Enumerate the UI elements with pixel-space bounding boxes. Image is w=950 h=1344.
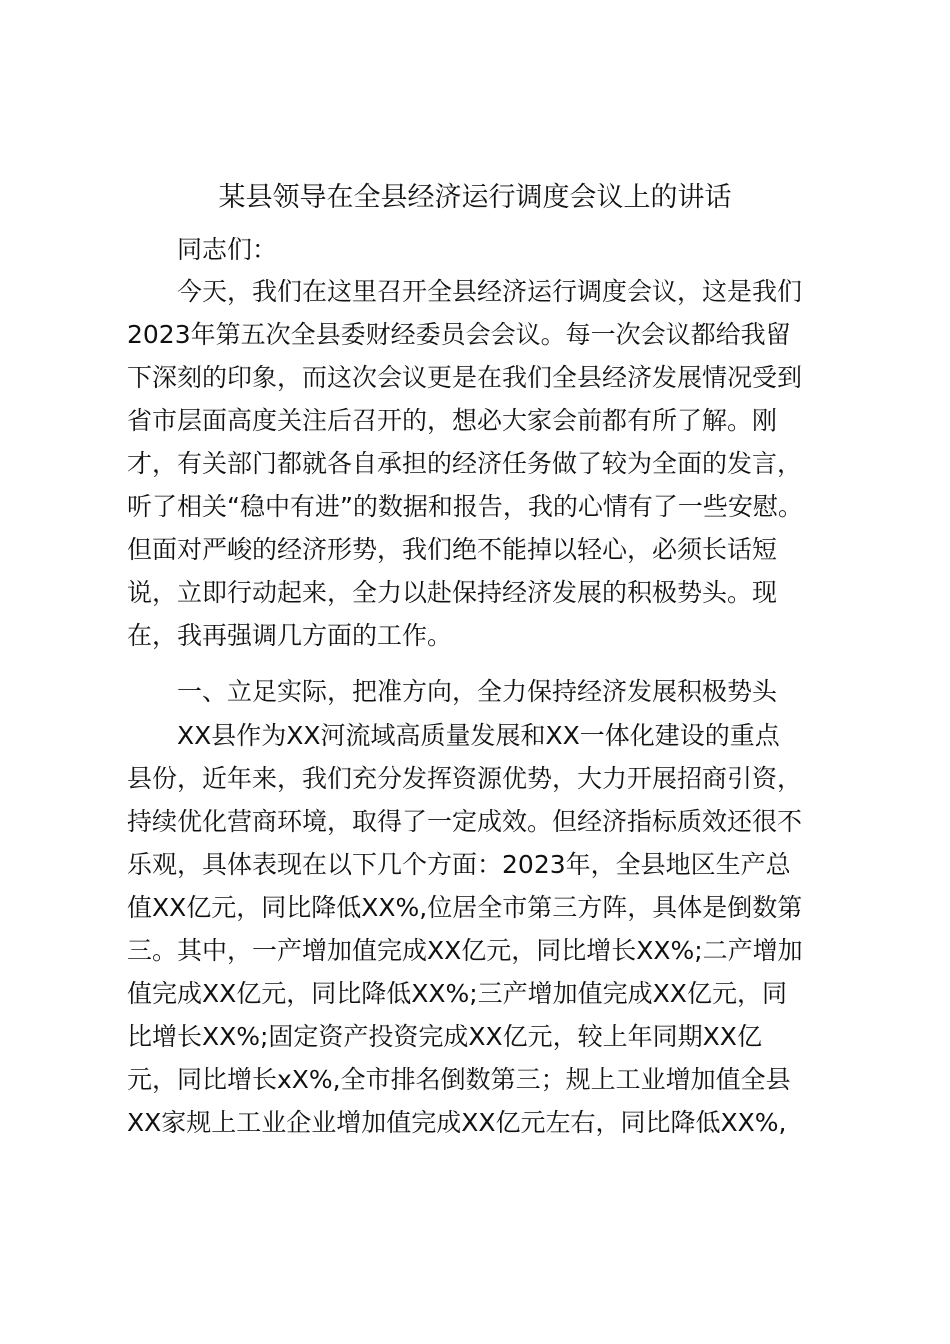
paragraph-line: 但面对严峻的经济形势，我们绝不能掉以轻心，必须长话短 <box>127 535 778 564</box>
paragraph-line: XX县作为XX河流域高质量发展和XX一体化建设的重点 <box>177 721 780 750</box>
paragraph-line: 持续优化营商环境，取得了一定成效。但经济指标质效还很不 <box>127 807 803 836</box>
paragraph-line: 元，同比增长xX%,全市排名倒数第三；规上工业增加值全县 <box>127 1065 791 1094</box>
paragraph-line: 今天，我们在这里召开全县经济运行调度会议，这是我们 <box>177 277 803 306</box>
paragraph-line: 三。其中，一产增加值完成XX亿元，同比增长XX%;二产增加 <box>127 936 803 965</box>
paragraph-line: 值完成XX亿元，同比降低XX%;三产增加值完成XX亿元，同 <box>127 979 787 1008</box>
paragraph-line: 2023年第五次全县委财经委员会会议。每一次会议都给我留 <box>127 320 791 349</box>
paragraph-line: 才，有关部门都就各自承担的经济任务做了较为全面的发言， <box>127 449 803 478</box>
paragraph-line: 县份，近年来，我们充分发挥资源优势，大力开展招商引资， <box>127 764 803 793</box>
paragraph-line: 说，立即行动起来，全力以赴保持经济发展的积极势头。现 <box>127 578 778 607</box>
paragraph-line: XX家规上工业企业增加值完成XX亿元左右，同比降低XX%, <box>127 1108 787 1137</box>
paragraph-line: 值XX亿元，同比降低XX%,位居全市第三方阵，具体是倒数第 <box>127 893 803 922</box>
salutation: 同志们： <box>177 235 278 264</box>
section-heading: 一、立足实际，把准方向，全力保持经济发展积极势头 <box>177 677 778 706</box>
paragraph-line: 下深刻的印象，而这次会议更是在我们全县经济发展情况受到 <box>127 363 803 392</box>
paragraph-line: 在，我再强调几方面的工作。 <box>127 621 453 650</box>
paragraph-line: 比增长XX%;固定资产投资完成XX亿元，较上年同期XX亿 <box>127 1022 762 1051</box>
paragraph-line: 省市层面高度关注后召开的，想必大家会前都有所了解。刚 <box>127 406 778 435</box>
paragraph-line: 乐观，具体表现在以下几个方面：2023年，全县地区生产总 <box>127 850 791 879</box>
paragraph-line: 听了相关“稳中有进”的数据和报告，我的心情有了一些安慰。 <box>127 492 803 521</box>
document-title: 某县领导在全县经济运行调度会议上的讲话 <box>218 182 732 213</box>
